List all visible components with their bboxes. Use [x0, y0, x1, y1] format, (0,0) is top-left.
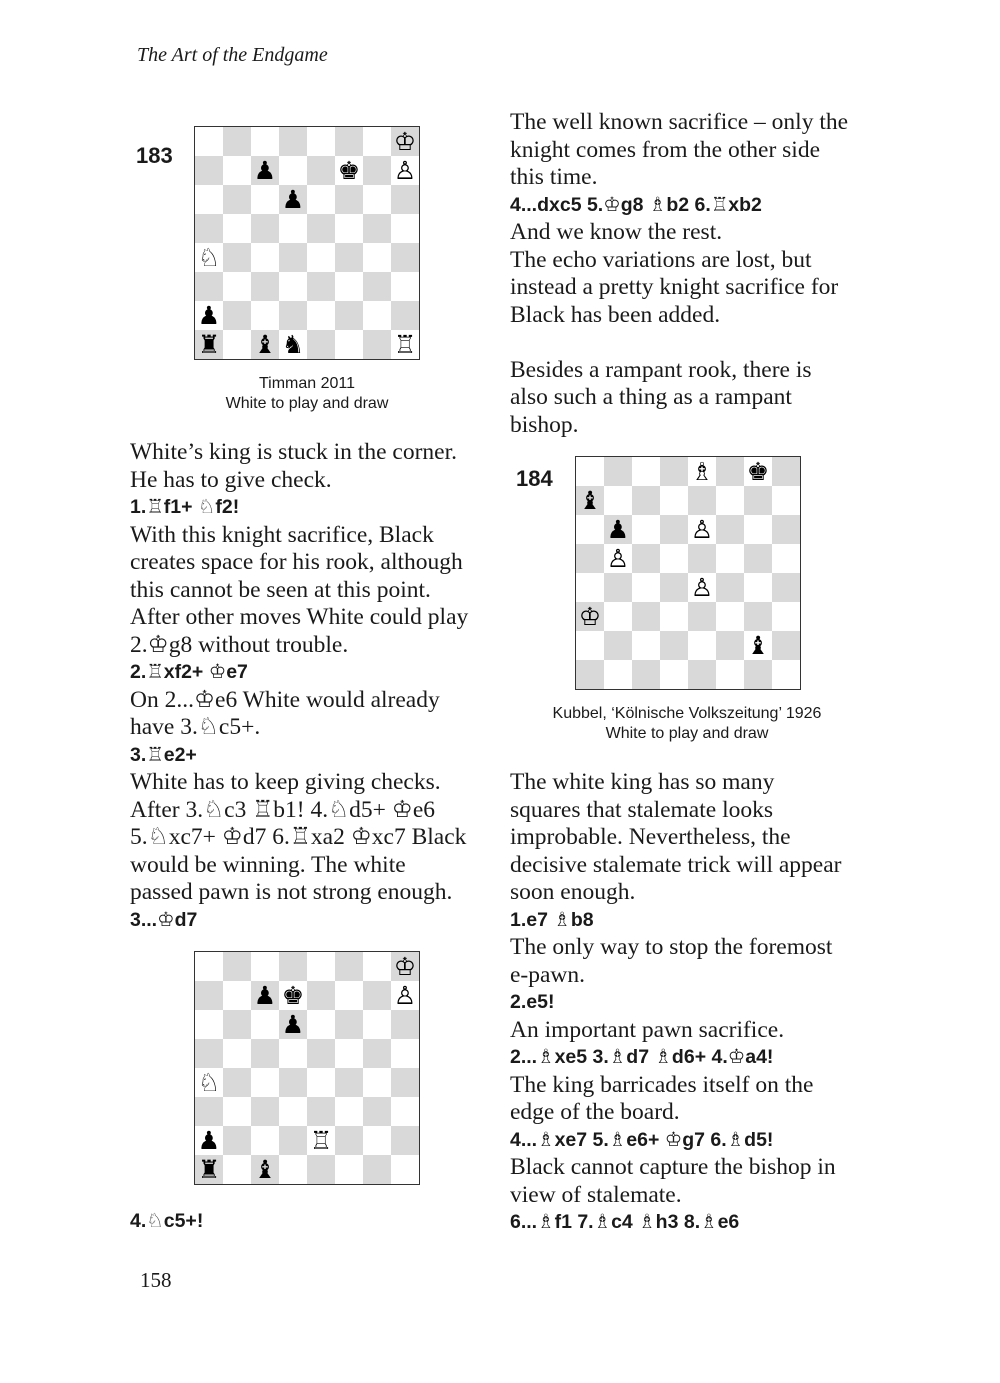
white-pawn-icon: ♙ [393, 981, 417, 1010]
chess-diagram-183 [194, 126, 420, 360]
board-square [335, 272, 363, 301]
board-square [772, 573, 800, 602]
board-square [632, 573, 660, 602]
board-square [335, 1155, 363, 1184]
white-king-icon: ♔ [393, 952, 417, 981]
board-square [772, 457, 800, 486]
text-line: White’s king is stuck in the corner. [130, 439, 457, 465]
black-king-icon: ♚ [746, 457, 770, 486]
board-square [251, 981, 279, 1010]
move-line: 1.e7 ♗b8 [510, 908, 594, 931]
board-square [195, 1155, 223, 1184]
board-square [307, 272, 335, 301]
move-line: 3.♖e2+ [130, 743, 197, 766]
board-square [391, 243, 419, 272]
text-line: knight comes from the other side [510, 136, 820, 163]
board-square [335, 156, 363, 185]
board-square [223, 1155, 251, 1184]
chess-diagram-184 [575, 456, 801, 690]
black-rook-icon: ♜ [197, 1155, 221, 1184]
black-pawn-icon: ♟ [606, 515, 630, 544]
board-square [604, 486, 632, 515]
board-square [279, 1126, 307, 1155]
board-square [195, 301, 223, 330]
board-square [576, 544, 604, 573]
white-knight-icon: ♘ [197, 243, 221, 272]
black-pawn-icon: ♟ [253, 156, 277, 185]
board-square [688, 544, 716, 573]
board-square [604, 631, 632, 660]
board-square [223, 127, 251, 156]
text-line: Besides a rampant rook, there is [510, 356, 812, 383]
black-bishop-icon: ♝ [578, 486, 602, 515]
board-square [391, 127, 419, 156]
text-line: Black cannot capture the bishop in [510, 1154, 836, 1180]
board-square [307, 1126, 335, 1155]
caption-source: Kubbel, ‘Kölnische Volkszeitung’ 1926 [552, 705, 822, 722]
board-square [363, 156, 391, 185]
black-king-icon: ♚ [281, 981, 305, 1010]
move-line: 2.♖xf2+ ♔e7 [130, 661, 248, 683]
board-square [195, 981, 223, 1010]
text-line: improbable. Nevertheless, the [510, 824, 791, 850]
board-square [391, 1068, 419, 1097]
board-square [335, 981, 363, 1010]
board-square [688, 602, 716, 631]
board-square [195, 330, 223, 359]
board-square [363, 952, 391, 981]
diagram-caption [157, 374, 457, 414]
board-square [604, 515, 632, 544]
text-line: this cannot be seen at this point. [130, 576, 431, 603]
paragraph-gap [510, 329, 870, 357]
board-square [335, 1126, 363, 1155]
board-square [223, 952, 251, 981]
board-square [363, 1010, 391, 1039]
board-square [251, 1010, 279, 1039]
board-square [279, 301, 307, 330]
board-square [251, 1155, 279, 1184]
board-square [363, 330, 391, 359]
board-square [195, 156, 223, 185]
black-pawn-icon: ♟ [281, 185, 305, 214]
board-square [391, 1097, 419, 1126]
black-pawn-icon: ♟ [281, 1010, 305, 1039]
black-bishop-icon: ♝ [746, 631, 770, 660]
board-square [576, 602, 604, 631]
board-square [391, 330, 419, 359]
board-square [632, 631, 660, 660]
board-square [391, 185, 419, 214]
board-square [576, 515, 604, 544]
board-square [223, 243, 251, 272]
board-square [223, 214, 251, 243]
board-square [223, 1039, 251, 1068]
board-square [279, 1097, 307, 1126]
board-square [772, 544, 800, 573]
board-square [716, 573, 744, 602]
board-square [660, 602, 688, 631]
white-pawn-icon: ♙ [606, 544, 630, 573]
board-square [307, 1068, 335, 1097]
board-square [632, 544, 660, 573]
board-square [335, 301, 363, 330]
board-square [576, 457, 604, 486]
board-square [195, 1010, 223, 1039]
left-column-final [130, 1208, 490, 1236]
diagram-number: 184 [516, 466, 553, 491]
board-square [391, 1039, 419, 1068]
board-square [391, 214, 419, 243]
text-line: The king barricades itself on the [510, 1071, 814, 1098]
board-square [391, 981, 419, 1010]
board-square [744, 486, 772, 515]
board-square [307, 1039, 335, 1068]
move-line: 4...♗xe7 5.♗e6+ ♔g7 6.♗d5! [510, 1128, 774, 1151]
board-square [195, 127, 223, 156]
board-square [223, 1126, 251, 1155]
white-pawn-icon: ♙ [690, 573, 714, 602]
board-square [363, 214, 391, 243]
board-square [279, 1010, 307, 1039]
board-square [363, 1097, 391, 1126]
board-square [195, 952, 223, 981]
board-square [195, 1126, 223, 1155]
board-square [251, 1097, 279, 1126]
text-line: soon enough. [510, 879, 636, 905]
move-line: 2.e5! [510, 991, 555, 1013]
board-square [772, 515, 800, 544]
text-line: 5.♘xc7+ ♔d7 6.♖xa2 ♔xc7 Black [130, 824, 467, 850]
board-square [744, 573, 772, 602]
board-square [307, 1155, 335, 1184]
board-square [279, 127, 307, 156]
black-bishop-icon: ♝ [253, 330, 277, 359]
board-square [279, 330, 307, 359]
text-line: instead a pretty knight sacrifice for [510, 274, 839, 300]
text-line: The well known sacrifice – only the [510, 109, 849, 135]
text-line: On 2...♔e6 White would already [130, 686, 440, 713]
text-line: passed pawn is not strong enough. [130, 879, 453, 905]
board-square [363, 272, 391, 301]
board-square [660, 660, 688, 689]
board-square [307, 214, 335, 243]
board-square [223, 1097, 251, 1126]
board-square [223, 1068, 251, 1097]
board-square [660, 515, 688, 544]
board-square [251, 952, 279, 981]
caption-source: Timman 2011 [258, 375, 356, 392]
board-square [195, 243, 223, 272]
board-square [660, 486, 688, 515]
board-square [744, 602, 772, 631]
board-square [744, 457, 772, 486]
board-square [660, 544, 688, 573]
left-column-text [130, 439, 490, 934]
white-pawn-icon: ♙ [393, 156, 417, 185]
board-square [223, 1010, 251, 1039]
board-square [307, 156, 335, 185]
board-square [391, 272, 419, 301]
board-square [363, 1068, 391, 1097]
white-pawn-icon: ♙ [690, 515, 714, 544]
board-square [688, 660, 716, 689]
text-line: And we know the rest. [510, 219, 723, 245]
board-square [716, 602, 744, 631]
text-line: would be winning. The white [130, 851, 406, 878]
board-square [660, 457, 688, 486]
board-square [279, 243, 307, 272]
move-line: 2...♗xe5 3.♗d7 ♗d6+ 4.♔a4! [510, 1046, 774, 1068]
board-square [363, 301, 391, 330]
white-bishop-icon: ♗ [690, 457, 714, 486]
board-square [279, 272, 307, 301]
board-square [576, 573, 604, 602]
board-square [307, 1010, 335, 1039]
board-square [716, 631, 744, 660]
board-square [604, 573, 632, 602]
board-square [744, 660, 772, 689]
board-square [772, 486, 800, 515]
board-square [307, 981, 335, 1010]
board-square [391, 1155, 419, 1184]
board-square [195, 214, 223, 243]
board-square [251, 185, 279, 214]
board-square [716, 486, 744, 515]
running-header: The Art of the Endgame [137, 44, 328, 66]
text-line: edge of the board. [510, 1099, 680, 1125]
board-square [632, 457, 660, 486]
board-square [251, 243, 279, 272]
board-square [223, 272, 251, 301]
board-square [660, 573, 688, 602]
board-square [772, 631, 800, 660]
text-line: White has to keep giving checks. [130, 769, 441, 795]
black-pawn-icon: ♟ [197, 301, 221, 330]
board-square [772, 660, 800, 689]
board-square [335, 330, 363, 359]
board-square [195, 1039, 223, 1068]
black-pawn-icon: ♟ [253, 981, 277, 1010]
text-line: After other moves White could play [130, 604, 469, 630]
black-knight-icon: ♞ [281, 330, 305, 359]
board-square [688, 631, 716, 660]
board-square [307, 185, 335, 214]
board-square [604, 602, 632, 631]
board-square [688, 457, 716, 486]
board-square [391, 156, 419, 185]
board-square [279, 214, 307, 243]
board-square [716, 515, 744, 544]
text-line: also such a thing as a rampant [510, 384, 792, 410]
board-square [251, 214, 279, 243]
board-square [576, 660, 604, 689]
board-square [744, 544, 772, 573]
board-square [251, 156, 279, 185]
right-column-bottom-text [510, 769, 870, 1237]
text-line: decisive stalemate trick will appear [510, 851, 842, 878]
white-rook-icon: ♖ [309, 1126, 333, 1155]
white-king-icon: ♔ [393, 127, 417, 156]
board-square [335, 1097, 363, 1126]
board-square [251, 1126, 279, 1155]
board-square [391, 301, 419, 330]
board-square [391, 1126, 419, 1155]
board-square [716, 544, 744, 573]
right-column-top-text [510, 109, 870, 439]
board-square [279, 1155, 307, 1184]
white-rook-icon: ♖ [393, 330, 417, 359]
caption-task: White to play and draw [605, 725, 769, 742]
move-line: 1.♖f1+ ♘f2! [130, 496, 240, 518]
move-line: 3...♔d7 [130, 908, 198, 931]
board-square [632, 515, 660, 544]
board-square [279, 185, 307, 214]
board-square [279, 1068, 307, 1097]
text-line: Black has been added. [510, 301, 721, 328]
board-square [772, 602, 800, 631]
board-square [251, 301, 279, 330]
text-line: The echo variations are lost, but [510, 246, 812, 273]
text-line: bishop. [510, 411, 579, 438]
text-line: The only way to stop the foremost [510, 934, 833, 960]
board-square [223, 156, 251, 185]
board-square [744, 631, 772, 660]
board-square [279, 981, 307, 1010]
board-square [251, 127, 279, 156]
board-square [251, 272, 279, 301]
board-square [363, 185, 391, 214]
board-square [279, 952, 307, 981]
board-square [307, 1097, 335, 1126]
text-line: this time. [510, 164, 598, 190]
board-square [307, 243, 335, 272]
text-line: After 3.♘c3 ♖b1! 4.♘d5+ ♔e6 [130, 796, 436, 823]
text-line: An important pawn sacrifice. [510, 1016, 785, 1043]
chess-diagram-position [194, 951, 420, 1185]
diagram-caption [537, 704, 837, 744]
board-square [335, 185, 363, 214]
black-king-icon: ♚ [337, 156, 361, 185]
text-line: creates space for his rook, although [130, 549, 463, 575]
diagram-number: 183 [136, 143, 173, 168]
board-square [335, 214, 363, 243]
board-square [576, 631, 604, 660]
board-square [688, 515, 716, 544]
board-square [223, 301, 251, 330]
board-square [279, 1039, 307, 1068]
text-line: squares that stalemate looks [510, 796, 773, 823]
board-square [223, 981, 251, 1010]
page-number: 158 [140, 1268, 172, 1292]
text-line: With this knight sacrifice, Black [130, 521, 434, 548]
black-pawn-icon: ♟ [197, 1126, 221, 1155]
text-line: view of stalemate. [510, 1181, 682, 1208]
board-square [251, 330, 279, 359]
board-square [363, 243, 391, 272]
board-square [279, 156, 307, 185]
board-square [363, 127, 391, 156]
board-square [716, 457, 744, 486]
board-square [223, 185, 251, 214]
board-square [307, 330, 335, 359]
board-square [363, 1039, 391, 1068]
board-square [576, 486, 604, 515]
board-square [363, 981, 391, 1010]
white-king-icon: ♔ [578, 602, 602, 631]
board-square [744, 515, 772, 544]
move-line: 6...♗f1 7.♗c4 ♗h3 8.♗e6 [510, 1211, 740, 1233]
text-line: The white king has so many [510, 769, 775, 795]
board-square [391, 1010, 419, 1039]
text-line: He has to give check. [130, 466, 332, 493]
move-line: 4.♘c5+! [130, 1210, 204, 1232]
board-square [604, 544, 632, 573]
board-square [335, 1068, 363, 1097]
white-knight-icon: ♘ [197, 1068, 221, 1097]
caption-task: White to play and draw [225, 395, 389, 412]
board-square [195, 185, 223, 214]
board-square [335, 243, 363, 272]
board-square [363, 1155, 391, 1184]
board-square [391, 952, 419, 981]
move-line: 4...dxc5 5.♔g8 ♗b2 6.♖xb2 [510, 193, 762, 216]
board-square [335, 1010, 363, 1039]
board-square [307, 301, 335, 330]
black-bishop-icon: ♝ [253, 1155, 277, 1184]
board-square [688, 486, 716, 515]
board-square [688, 573, 716, 602]
board-square [363, 1126, 391, 1155]
text-line: 2.♔g8 without trouble. [130, 631, 349, 658]
black-rook-icon: ♜ [197, 330, 221, 359]
board-square [716, 660, 744, 689]
text-line: have 3.♘c5+. [130, 714, 261, 740]
board-square [632, 486, 660, 515]
board-square [660, 631, 688, 660]
board-square [223, 330, 251, 359]
board-square [632, 660, 660, 689]
board-square [195, 1097, 223, 1126]
text-line: e-pawn. [510, 961, 586, 988]
board-square [307, 127, 335, 156]
board-square [307, 952, 335, 981]
board-square [604, 660, 632, 689]
board-square [195, 1068, 223, 1097]
board-square [335, 127, 363, 156]
board-square [251, 1068, 279, 1097]
board-square [195, 272, 223, 301]
board-square [251, 1039, 279, 1068]
board-square [632, 602, 660, 631]
board-square [604, 457, 632, 486]
board-square [335, 952, 363, 981]
board-square [335, 1039, 363, 1068]
